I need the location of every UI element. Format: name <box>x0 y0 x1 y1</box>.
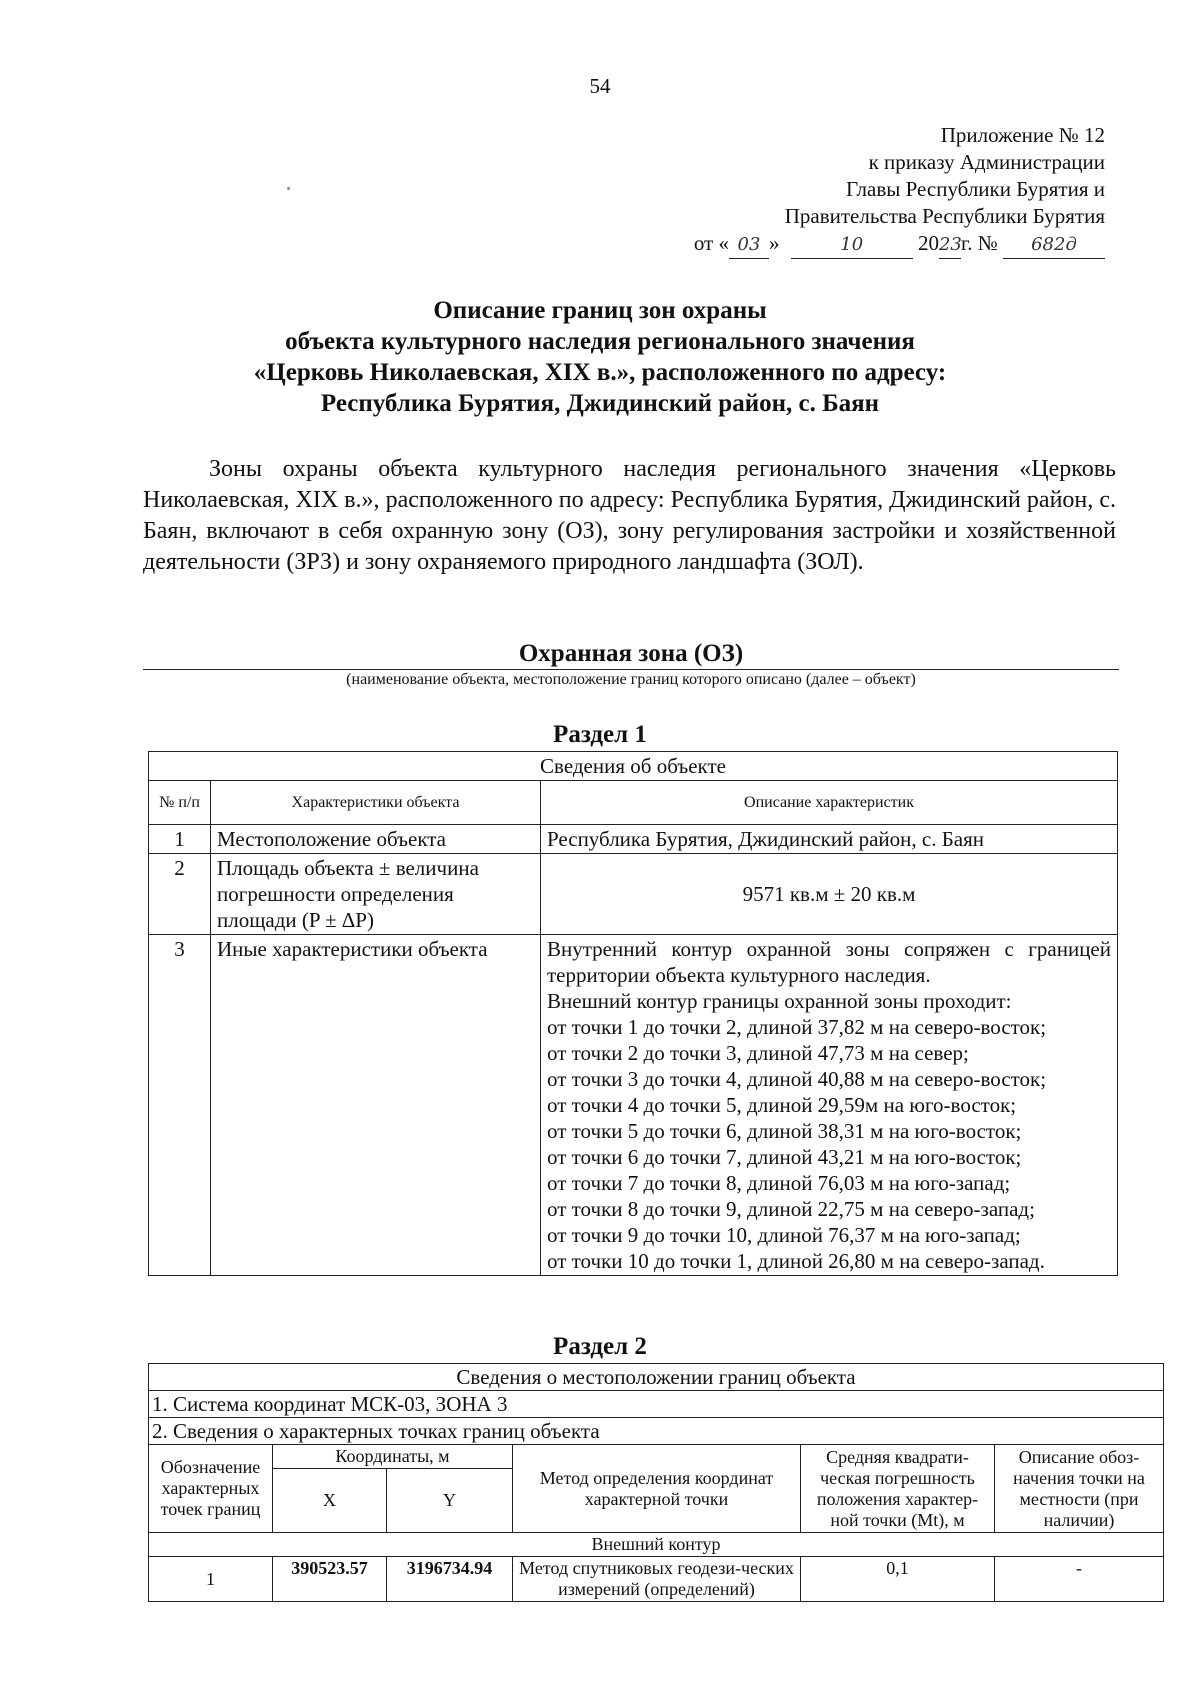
contour-intro: Внутренний контур охранной зоны сопряжен с границей территории объекта культурного наследия. <box>547 937 1111 987</box>
year-prefix: 20 <box>917 231 939 255</box>
annex-line-3: Главы Республики Бурятия и <box>846 177 1105 201</box>
col-method-header: Метод определения координат характерной точки <box>513 1445 801 1533</box>
row-description: Республика Бурятия, Джидинский район, с. Баян <box>541 825 1118 854</box>
table-row <box>149 825 1118 854</box>
point-x: 390523.57 <box>273 1557 387 1602</box>
zone-name: Охранная зона (ОЗ) <box>143 640 1119 670</box>
row-characteristic: Местоположение объекта <box>211 825 541 854</box>
date-close: » <box>768 231 780 255</box>
coordinate-system: 1. Система координат МСК-03, ЗОНА 3 <box>149 1391 1164 1418</box>
row-number: 1 <box>149 825 211 854</box>
handwritten-year: 23 <box>939 231 961 259</box>
col-coordinates-header: Координаты, м <box>273 1445 513 1469</box>
annex-line-4: Правительства Республики Бурятия <box>784 204 1105 228</box>
title-line-4: Республика Бурятия, Джидинский район, с. Баян <box>320 390 880 417</box>
point-id: 1 <box>149 1557 273 1602</box>
document-title <box>0 295 1200 419</box>
contour-line: от точки 4 до точки 5, длиной 29,59м на юго-восток; <box>547 1093 1017 1117</box>
contour-line: от точки 6 до точки 7, длиной 43,21 м на юго-восток; <box>547 1145 1022 1169</box>
table1-title: Сведения об объекте <box>149 752 1118 781</box>
point-y: 3196734.94 <box>387 1557 513 1602</box>
contour-line: от точки 9 до точки 10, длиной 76,37 м на юго-запад; <box>547 1223 1021 1247</box>
row-description: 9571 кв.м ± 20 кв.м <box>541 854 1118 935</box>
handwritten-number: 682д <box>1003 231 1105 259</box>
point-error: 0,1 <box>801 1557 995 1602</box>
boundary-points-table <box>148 1363 1164 1602</box>
col-error-header: Средняя квадрати-ческая погрешность положения характер-ной точки (Mt), м <box>801 1445 995 1533</box>
contour-line: от точки 2 до точки 3, длиной 47,73 м на север; <box>547 1041 969 1065</box>
number-label: г. № <box>960 231 998 255</box>
title-line-1: Описание границ зон охраны <box>433 297 767 324</box>
section1-title: Раздел 1 <box>553 721 647 748</box>
contour-label: Внешний контур <box>149 1533 1164 1557</box>
page-number: 54 <box>589 74 611 98</box>
points-subtitle: 2. Сведения о характерных точках границ объекта <box>149 1418 1164 1445</box>
annex-line-2: к приказу Администрации <box>868 150 1105 174</box>
contour-line: от точки 7 до точки 8, длиной 76,03 м на юго-запад; <box>547 1171 1011 1195</box>
contour-line: от точки 5 до точки 6, длиной 38,31 м на юго-восток; <box>547 1119 1022 1143</box>
annex-header <box>694 122 1105 259</box>
handwritten-day: 03 <box>729 231 769 259</box>
col-y-header: Y <box>387 1469 513 1533</box>
contour-line: от точки 10 до точки 1, длиной 26,80 м на северо-запад. <box>547 1249 1045 1273</box>
row-characteristic: Площадь объекта ± величина погрешности определения площади (P ± ΔP) <box>211 854 541 935</box>
object-info-table <box>148 751 1118 1276</box>
title-line-3: «Церковь Николаевская, XIX в.», расположенного по адресу: <box>253 359 947 386</box>
point-method: Метод спутниковых геодези-ческих измерений (определений) <box>513 1557 801 1602</box>
row-description <box>541 935 1118 1276</box>
row-number: 2 <box>149 854 211 935</box>
scan-speck <box>287 187 290 190</box>
col-characteristic-header: Характеристики объекта <box>211 781 541 825</box>
contour-line: от точки 8 до точки 9, длиной 22,75 м на северо-запад; <box>547 1197 1035 1221</box>
row-characteristic: Иные характеристики объекта <box>211 935 541 1276</box>
table-row <box>149 935 1118 1276</box>
zone-note: (наименование объекта, местоположение границ которого описано (далее – объект) <box>346 671 916 688</box>
col-designation-header: Обозначение характерных точек границ <box>149 1445 273 1533</box>
point-description: - <box>995 1557 1164 1602</box>
handwritten-month: 10 <box>791 231 913 259</box>
contour-line: от точки 3 до точки 4, длиной 40,88 м на северо-восток; <box>547 1067 1047 1091</box>
table-row <box>149 1557 1164 1602</box>
table-row <box>149 854 1118 935</box>
table2-title: Сведения о местоположении границ объекта <box>149 1364 1164 1391</box>
contour-line: от точки 1 до точки 2, длиной 37,82 м на северо-восток; <box>547 1015 1047 1039</box>
section2-title: Раздел 2 <box>553 1333 647 1360</box>
intro-paragraph: Зоны охраны объекта культурного наследия регионального значения «Церковь Николаевская, XIX в.», расположенного по адресу: Республика Бурятия, Джидинский район, с. Баян, включают в себя охранную зону (ОЗ), зону регулирования застройки и хозяйственной деятельности (ЗРЗ) и зону охраняемого природного ландшафта (ЗОЛ). <box>143 456 1116 575</box>
annex-date-line <box>694 230 1105 259</box>
annex-line-1: Приложение № 12 <box>940 123 1105 147</box>
col-x-header: X <box>273 1469 387 1533</box>
row-number: 3 <box>149 935 211 1276</box>
col-number-header: № п/п <box>149 781 211 825</box>
date-prefix: от « <box>693 231 729 255</box>
title-line-2: объекта культурного наследия регионального значения <box>285 328 915 355</box>
contour-line: Внешний контур границы охранной зоны проходит: <box>547 989 1012 1013</box>
col-point-description-header: Описание обоз-начения точки на местности (при наличии) <box>995 1445 1164 1533</box>
col-description-header: Описание характеристик <box>541 781 1118 825</box>
zone-heading <box>143 640 1119 689</box>
